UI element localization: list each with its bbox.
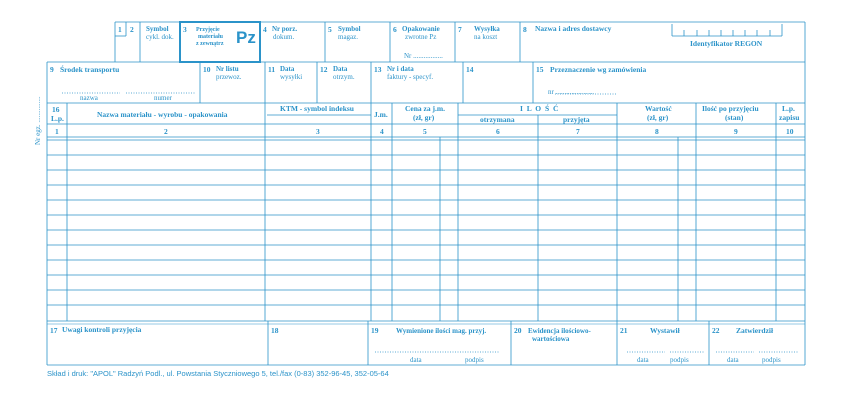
nr-listu-line1: Nr listu	[216, 65, 239, 73]
header-cena-line2: (zł, gr)	[413, 113, 435, 122]
nr-faktury-line1: Nr i data	[387, 65, 414, 73]
przyjecie-line1: Przyjęcie	[196, 27, 220, 33]
box-7-number: 7	[458, 25, 462, 34]
wymienione-label: Wymienione ilości mag. przyj.	[396, 327, 487, 335]
zatwierdzil-label: Zatwierdził	[736, 326, 774, 335]
header-lp-zapisu-line1: L.p.	[782, 104, 795, 113]
box19-data: data	[410, 356, 422, 364]
data-otrzym-line1: Data	[333, 65, 348, 73]
transport-numer: numer	[154, 94, 172, 102]
box21-podpis: podpis	[670, 356, 689, 364]
box-10-number: 10	[203, 65, 211, 74]
header-cena-line1: Cena za j.m.	[405, 104, 445, 113]
header-wartosc-line2: (zł, gr)	[647, 113, 669, 122]
data-wysylki-line2: wysyłki	[280, 73, 303, 81]
box-11-number: 11	[268, 65, 276, 74]
symbol-cykl-line1: Symbol	[146, 25, 169, 33]
nr-listu-line2: przewoz.	[216, 73, 242, 81]
box-22-number: 22	[712, 326, 720, 335]
header-ktm: KTM - symbol indeksu	[280, 104, 354, 113]
przyjecie-line3: z zewnątrz	[196, 41, 224, 47]
box21-data: data	[637, 356, 649, 364]
wysylka-line1: Wysyłka	[474, 25, 500, 33]
box-16-number: 16	[52, 105, 60, 114]
box-9-number: 9	[50, 65, 54, 74]
colnum-1: 1	[55, 127, 59, 136]
box22-podpis: podpis	[762, 356, 781, 364]
przeznaczenie-label: Przeznaczenie wg zamówienia	[550, 65, 647, 74]
nazwa-adres-dostawcy: Nazwa i adres dostawcy	[535, 24, 612, 33]
box-8-number: 8	[523, 25, 527, 34]
opakowanie-nr: Nr .................	[404, 52, 443, 60]
colnum-10: 10	[786, 127, 794, 136]
uwagi-label: Uwagi kontroli przyjęcia	[62, 325, 142, 334]
opakowanie-line1: Opakowanie	[402, 25, 440, 33]
nr-egz-side: Nr egz. ...............	[34, 96, 42, 145]
colnum-6: 6	[496, 127, 500, 136]
box-6-number: 6	[393, 25, 397, 34]
box-21-number: 21	[620, 326, 628, 335]
box-15-number: 15	[536, 65, 544, 74]
nr-faktury-line2: faktury - specyf.	[387, 73, 434, 81]
nr-porz-line2: dokum.	[273, 33, 295, 41]
przeznaczenie-nr: nr ......................	[548, 88, 595, 96]
header-wartosc-line1: Wartość	[645, 104, 672, 113]
box-20-number: 20	[514, 326, 522, 335]
srodek-transportu: Środek transportu	[60, 65, 120, 74]
header-nazwa: Nazwa materiału - wyrobu - opakowania	[97, 110, 228, 119]
colnum-3: 3	[316, 127, 320, 136]
transport-nazwa: nazwa	[80, 94, 98, 102]
header-ilosc-po-line1: Ilość po przyjęciu	[702, 104, 759, 113]
nr-porz-line1: Nr porz.	[272, 25, 298, 33]
ewidencja-line2: wartościowa	[532, 335, 570, 343]
colnum-4: 4	[380, 127, 384, 136]
colnum-2: 2	[164, 127, 168, 136]
przyjecie-line2: materiału	[198, 34, 223, 40]
box-4-number: 4	[263, 25, 267, 34]
box-3-number: 3	[183, 25, 187, 34]
regon-label: Identyfikator REGON	[690, 39, 763, 48]
box-2-number: 2	[130, 25, 134, 34]
ewidencja-line1: Ewidencja ilościowo-	[528, 327, 591, 335]
header-ilosc-po-line2: (stan)	[725, 113, 744, 122]
wysylka-line2: na koszt	[474, 33, 498, 41]
header-lp: L.p.	[51, 114, 64, 123]
pz-code: Pz	[236, 28, 256, 47]
box-18-number: 18	[271, 326, 279, 335]
header-jm: J.m.	[374, 110, 388, 119]
colnum-9: 9	[734, 127, 738, 136]
symbol-cykl-line2: cykl. dok.	[146, 33, 174, 41]
footer-printer: Skład i druk: "APOL" Radzyń Podl., ul. Powstania Styczniowego 5, tel./fax (0-83) 352-96-45, 352-05-64	[47, 369, 389, 378]
data-otrzym-line2: otrzym.	[333, 73, 355, 81]
opakowanie-line2: zwrotne Pz	[405, 33, 437, 41]
symbol-magaz-line2: magaz.	[338, 33, 359, 41]
header-przyjeta: przyjęta	[563, 115, 590, 124]
colnum-8: 8	[655, 127, 659, 136]
header-otrzymana: otrzymana	[480, 115, 515, 124]
box-19-number: 19	[371, 326, 379, 335]
box-13-number: 13	[374, 65, 382, 74]
box22-data: data	[727, 356, 739, 364]
box-14-number: 14	[466, 65, 474, 74]
header-ilosc: I L O Ś Ć	[520, 104, 560, 113]
colnum-5: 5	[423, 127, 427, 136]
header-lp-zapisu-line2: zapisu	[779, 113, 800, 122]
box-5-number: 5	[328, 25, 332, 34]
box19-podpis: podpis	[465, 356, 484, 364]
box-1-number: 1	[118, 25, 122, 34]
box-12-number: 12	[320, 65, 328, 74]
wystawil-label: Wystawił	[650, 326, 680, 335]
colnum-7: 7	[576, 127, 580, 136]
symbol-magaz-line1: Symbol	[338, 25, 361, 33]
box-17-number: 17	[50, 326, 58, 335]
data-wysylki-line1: Data	[280, 65, 295, 73]
